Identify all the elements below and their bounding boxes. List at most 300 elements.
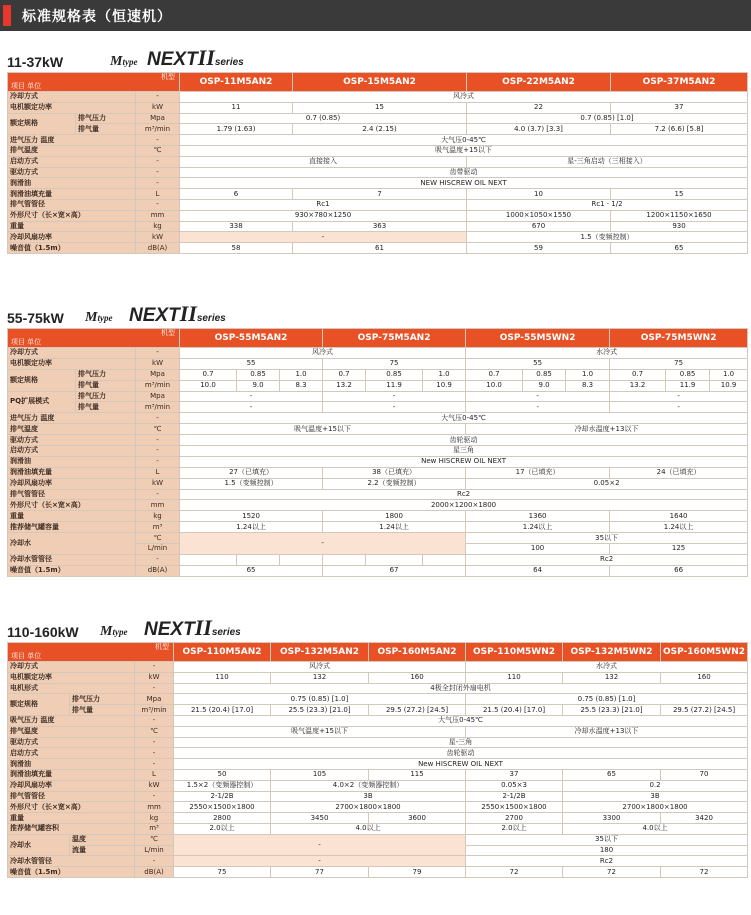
value-cell: 930 (611, 221, 748, 232)
model-type-letter: M (100, 624, 113, 639)
row-group-label: 冷却水 (8, 834, 70, 856)
table-row (8, 500, 748, 511)
value-cell: 7 (293, 189, 467, 200)
value-cell: 0.7 (610, 369, 666, 380)
value-cell: 0.7 (466, 369, 523, 380)
unit-cell: mm (136, 210, 180, 221)
table-row (8, 232, 748, 243)
value-cell: 3600 (369, 813, 466, 824)
model-header: OSP-132M5WN2 (563, 643, 661, 662)
unit-cell: - (136, 489, 180, 500)
value-cell: 72 (563, 867, 661, 878)
model-type-suffix: type (112, 627, 128, 637)
value-cell: 0.7 (180, 369, 237, 380)
unit-cell: - (135, 715, 174, 726)
row-label: 进气压力 温度 (8, 135, 136, 146)
row-label: 排气管管径 (8, 791, 135, 802)
value-cell: 0.7 (0.85) (180, 113, 467, 124)
value-cell: 55 (180, 358, 323, 369)
table-row (8, 511, 748, 522)
value-cell: 338 (180, 221, 293, 232)
model-type-letter: M (85, 310, 98, 325)
value-cell: 1.24以上 (610, 522, 748, 533)
row-label: 进气压力 温度 (8, 413, 136, 424)
value-cell: 79 (369, 867, 466, 878)
header-item-caption: 项目 单位 (11, 338, 42, 346)
value-cell: 2550×1500×1800 (174, 802, 271, 813)
row-label: 冷却水管管径 (8, 554, 136, 565)
spec-section-110-160kw (7, 615, 747, 878)
value-cell: 65 (563, 769, 661, 780)
unit-cell: - (136, 446, 180, 457)
series-heading (7, 615, 747, 642)
unit-cell: kW (136, 232, 180, 243)
value-cell: 75 (610, 358, 748, 369)
value-cell: 132 (271, 672, 369, 683)
unit-cell: - (135, 759, 174, 770)
value-cell: 0.2 (563, 780, 748, 791)
value-cell: 1.79 (1.63) (180, 124, 293, 135)
row-label: 驱动方式 (8, 737, 135, 748)
row-group-label: PQ扩展模式 (8, 391, 76, 413)
row-label: 重量 (8, 221, 136, 232)
value-cell: 1800 (323, 511, 466, 522)
value-cell: 10.9 (423, 380, 466, 391)
model-header: OSP-160M5AN2 (369, 643, 466, 662)
table-row (8, 243, 748, 254)
table-row (8, 391, 748, 402)
value-cell: - (323, 391, 466, 402)
model-header: OSP-37M5AN2 (611, 73, 748, 92)
table-row (8, 791, 748, 802)
value-cell: 11 (180, 102, 293, 113)
value-cell: 1520 (180, 511, 323, 522)
value-cell: 1.0 (280, 369, 323, 380)
row-group-label: 额定规格 (8, 369, 76, 391)
header-row (8, 329, 748, 348)
value-cell: 1.0 (423, 369, 466, 380)
value-cell: - (466, 391, 610, 402)
value-cell: 1.5（变频控制） (467, 232, 748, 243)
unit-cell: m³/min (136, 402, 180, 413)
series-logo-word: series (196, 313, 226, 324)
model-header: OSP-55M5WN2 (466, 329, 610, 348)
value-cell: 风冷式 (180, 92, 748, 103)
header-row (8, 643, 748, 662)
value-cell: 吸气温度+15以下 (180, 424, 466, 435)
value-cell: 8.3 (566, 380, 610, 391)
row-sublabel: 排气压力 (70, 694, 135, 705)
header-model-caption: 机型 (155, 643, 170, 651)
value-cell: 2.0以上 (466, 823, 563, 834)
table-row (8, 522, 748, 533)
unit-cell: - (136, 178, 180, 189)
value-cell: 59 (467, 243, 611, 254)
value-cell: 64 (466, 565, 610, 576)
unit-cell: L (136, 467, 180, 478)
value-cell: 3B (271, 791, 466, 802)
row-label: 启动方式 (8, 446, 136, 457)
row-label: 润滑油填充量 (8, 769, 135, 780)
value-cell: 61 (293, 243, 467, 254)
row-group-label: 额定规格 (8, 113, 76, 135)
value-cell: Rc1 (180, 199, 467, 210)
value-cell: - (174, 856, 466, 867)
table-row (8, 554, 748, 565)
value-cell: 1000×1050×1550 (467, 210, 611, 221)
value-cell: 冷却水温度+13以下 (466, 726, 748, 737)
value-cell: 35以下 (466, 834, 748, 845)
empty-cell (280, 554, 323, 565)
value-cell: 0.7 (323, 369, 366, 380)
row-label: 启动方式 (8, 748, 135, 759)
value-cell: 1.5×2（变频器控制） (174, 780, 271, 791)
row-sublabel: 排气量 (76, 380, 136, 391)
unit-cell: m³ (135, 823, 174, 834)
row-sublabel: 排气量 (70, 705, 135, 716)
series-logo-roman: II (197, 45, 215, 70)
model-type-suffix: type (122, 57, 138, 67)
table-row (8, 715, 748, 726)
table-row (8, 672, 748, 683)
model-header: OSP-110M5WN2 (466, 643, 563, 662)
value-cell: 吸气温度+15以下 (174, 726, 466, 737)
header-item-caption: 项目 单位 (11, 82, 42, 90)
header-item-caption: 项目 单位 (11, 652, 42, 660)
value-cell: 2000×1200×1800 (180, 500, 748, 511)
header-item-unit-cell (8, 73, 180, 92)
value-cell: 星-三角启动（三相接入） (467, 156, 748, 167)
series-logo-roman: II (179, 301, 197, 326)
unit-cell: - (136, 554, 180, 565)
table-row (8, 726, 748, 737)
table-row (8, 834, 748, 845)
series-logo-word: series (214, 57, 244, 68)
value-cell: 21.5 (20.4) [17.0] (174, 705, 271, 716)
table-row (8, 199, 748, 210)
value-cell: 66 (610, 565, 748, 576)
table-row (8, 178, 748, 189)
table-row (8, 424, 748, 435)
table-row (8, 662, 748, 673)
model-header: OSP-160M5WN2 (661, 643, 748, 662)
row-label: 驱动方式 (8, 167, 136, 178)
row-label: 启动方式 (8, 156, 136, 167)
header-row (8, 73, 748, 92)
value-cell: 67 (323, 565, 466, 576)
header-item-unit-cell (8, 329, 180, 348)
unit-cell: mm (136, 500, 180, 511)
row-label: 吸气压力 温度 (8, 715, 135, 726)
table-row (8, 402, 748, 413)
table-row (8, 380, 748, 391)
value-cell: 8.3 (280, 380, 323, 391)
table-row (8, 456, 748, 467)
model-header: OSP-15M5AN2 (293, 73, 467, 92)
value-cell: 75 (323, 358, 466, 369)
value-cell: 1360 (466, 511, 610, 522)
unit-cell: kg (135, 813, 174, 824)
row-label: 推荐储气罐容量 (8, 522, 136, 533)
value-cell: - (180, 402, 323, 413)
value-cell: 10 (467, 189, 611, 200)
row-label: 冷却水管管径 (8, 856, 135, 867)
spec-table (7, 72, 748, 254)
header-item-unit-cell (8, 643, 174, 662)
row-label: 润滑油 (8, 759, 135, 770)
value-cell: 2700×1800×1800 (563, 802, 748, 813)
unit-cell: - (136, 156, 180, 167)
row-label: 噪音值（1.5m） (8, 867, 135, 878)
value-cell: 6 (180, 189, 293, 200)
row-label: 冷却风扇功率 (8, 478, 136, 489)
table-row (8, 369, 748, 380)
value-cell: Rc2 (466, 554, 748, 565)
table-row (8, 413, 748, 424)
value-cell: 11.9 (666, 380, 710, 391)
table-row (8, 694, 748, 705)
unit-cell: Mpa (136, 391, 180, 402)
value-cell: 4.0以上 (271, 823, 466, 834)
spec-section-11-37kw (7, 45, 747, 254)
row-sublabel: 排气压力 (76, 391, 136, 402)
unit-cell: kg (136, 221, 180, 232)
table-row (8, 802, 748, 813)
row-label: 冷却风扇功率 (8, 780, 135, 791)
value-cell: 2700×1800×1800 (271, 802, 466, 813)
value-cell: 13.2 (323, 380, 366, 391)
value-cell: 65 (611, 243, 748, 254)
table-row (8, 769, 748, 780)
value-cell: 25.5 (23.3) [21.0] (271, 705, 369, 716)
value-cell: 7.2 (6.6) [5.8] (611, 124, 748, 135)
value-cell: 3450 (271, 813, 369, 824)
spec-table (7, 328, 748, 577)
table-row (8, 533, 748, 544)
series-heading (7, 45, 747, 72)
model-header: OSP-22M5AN2 (467, 73, 611, 92)
value-cell: 0.85 (237, 369, 280, 380)
unit-cell: kW (135, 672, 174, 683)
value-cell: - (174, 834, 466, 856)
unit-cell: - (135, 856, 174, 867)
value-cell: 1.24以上 (180, 522, 323, 533)
value-cell: 29.5 (27.2) [24.5] (369, 705, 466, 716)
empty-cell (180, 554, 237, 565)
value-cell: 0.7 (0.85) [1.0] (467, 113, 748, 124)
unit-cell: Mpa (136, 369, 180, 380)
value-cell: 29.5 (27.2) [24.5] (661, 705, 748, 716)
value-cell: 363 (293, 221, 467, 232)
row-label: 排气温度 (8, 726, 135, 737)
empty-cell (237, 554, 280, 565)
value-cell: NEW HISCREW OIL NEXT (180, 178, 748, 189)
value-cell: 齿带驱动 (180, 167, 748, 178)
value-cell: 15 (611, 189, 748, 200)
table-row (8, 683, 748, 694)
value-cell: 180 (466, 845, 748, 856)
unit-cell: mm (135, 802, 174, 813)
value-cell: - (180, 232, 467, 243)
value-cell: New HISCREW OIL NEXT (180, 456, 748, 467)
table-row (8, 156, 748, 167)
row-label: 排气温度 (8, 145, 136, 156)
header-model-caption: 机型 (161, 73, 176, 81)
table-row (8, 135, 748, 146)
unit-cell: dB(A) (136, 565, 180, 576)
table-row (8, 102, 748, 113)
row-sublabel: 流量 (70, 845, 135, 856)
row-label: 重量 (8, 813, 135, 824)
value-cell: Rc1 · 1/2 (467, 199, 748, 210)
table-row (8, 813, 748, 824)
value-cell: 1.0 (566, 369, 610, 380)
unit-cell: dB(A) (136, 243, 180, 254)
value-cell: 2.0以上 (174, 823, 271, 834)
unit-cell: - (135, 791, 174, 802)
unit-cell: kg (136, 511, 180, 522)
value-cell: 直接接入 (180, 156, 467, 167)
unit-cell: ℃ (136, 424, 180, 435)
value-cell: 21.5 (20.4) [17.0] (466, 705, 563, 716)
row-label: 外形尺寸（长×宽×高） (8, 802, 135, 813)
value-cell: 吸气温度+15以下 (180, 145, 748, 156)
value-cell: 22 (467, 102, 611, 113)
row-group-label: 额定规格 (8, 694, 70, 716)
value-cell: 17（已填充） (466, 467, 610, 478)
table-row (8, 435, 748, 446)
unit-cell: m³ (136, 522, 180, 533)
table-row (8, 446, 748, 457)
table-row (8, 823, 748, 834)
unit-cell: Mpa (136, 113, 180, 124)
series-logo (144, 615, 241, 641)
value-cell: 58 (180, 243, 293, 254)
series-logo-next: NEXT (144, 619, 195, 640)
value-cell: - (610, 391, 748, 402)
table-row (8, 92, 748, 103)
series-logo-roman: II (194, 615, 212, 640)
value-cell: 水冷式 (466, 662, 748, 673)
value-cell: 37 (466, 769, 563, 780)
table-row (8, 348, 748, 359)
unit-cell: - (135, 683, 174, 694)
value-cell: 4.0 (3.7) [3.3] (467, 124, 611, 135)
unit-cell: - (136, 413, 180, 424)
table-row (8, 759, 748, 770)
value-cell: 55 (466, 358, 610, 369)
value-cell: 2700 (466, 813, 563, 824)
model-type-label (110, 54, 137, 70)
value-cell: 3B (563, 791, 748, 802)
value-cell: 11.9 (366, 380, 423, 391)
row-label: 润滑油填充量 (8, 467, 136, 478)
unit-cell: kW (136, 478, 180, 489)
unit-cell: - (135, 662, 174, 673)
table-row (8, 467, 748, 478)
value-cell: 132 (563, 672, 661, 683)
value-cell: 77 (271, 867, 369, 878)
value-cell: 9.0 (523, 380, 566, 391)
model-type-suffix: type (97, 313, 113, 323)
unit-cell: - (136, 167, 180, 178)
value-cell: - (466, 402, 610, 413)
model-type-letter: M (110, 54, 123, 69)
value-cell: 2-1/2B (174, 791, 271, 802)
unit-cell: - (136, 456, 180, 467)
unit-cell: ℃ (136, 145, 180, 156)
row-label: 润滑油 (8, 456, 136, 467)
unit-cell: - (136, 135, 180, 146)
value-cell: 4.0以上 (563, 823, 748, 834)
row-label: 润滑油填充量 (8, 189, 136, 200)
value-cell: 38（已填充） (323, 467, 466, 478)
unit-cell: m³/min (136, 124, 180, 135)
unit-cell: ℃ (135, 834, 174, 845)
series-logo (129, 301, 226, 327)
row-label: 重量 (8, 511, 136, 522)
table-row (8, 113, 748, 124)
model-type-label (85, 310, 112, 326)
unit-cell: - (135, 737, 174, 748)
page-banner (0, 0, 751, 31)
value-cell: 0.85 (523, 369, 566, 380)
row-sublabel: 排气量 (76, 124, 136, 135)
unit-cell: kW (136, 102, 180, 113)
value-cell: 0.05×3 (466, 780, 563, 791)
value-cell: 35以下 (466, 533, 748, 544)
unit-cell: - (135, 748, 174, 759)
table-row (8, 210, 748, 221)
value-cell: 0.05×2 (466, 478, 748, 489)
value-cell: 25.5 (23.3) [21.0] (563, 705, 661, 716)
unit-cell: ℃ (135, 726, 174, 737)
value-cell: 4极全封闭外扇电机 (174, 683, 748, 694)
value-cell: 1.24以上 (323, 522, 466, 533)
value-cell: 2.4 (2.15) (293, 124, 467, 135)
power-range-label: 110-160kW (7, 624, 79, 640)
row-label: 排气温度 (8, 424, 136, 435)
value-cell: 110 (466, 672, 563, 683)
power-range-label: 55-75kW (7, 310, 64, 326)
value-cell: 1.24以上 (466, 522, 610, 533)
table-row (8, 358, 748, 369)
row-label: 噪音值（1.5m） (8, 243, 136, 254)
value-cell: 齿轮驱动 (174, 748, 748, 759)
row-sublabel: 排气压力 (76, 113, 136, 124)
series-logo-next: NEXT (129, 305, 180, 326)
value-cell: 星-三角 (174, 737, 748, 748)
value-cell: 星三角 (180, 446, 748, 457)
value-cell: 100 (466, 544, 610, 555)
unit-cell: L/min (136, 544, 180, 555)
value-cell: 1640 (610, 511, 748, 522)
table-row (8, 737, 748, 748)
row-sublabel: 温度 (70, 834, 135, 845)
row-label: 冷却风扇功率 (8, 232, 136, 243)
spec-section-55-75kw (7, 301, 747, 577)
value-cell: 9.0 (237, 380, 280, 391)
value-cell: 24（已填充） (610, 467, 748, 478)
value-cell: 0.85 (366, 369, 423, 380)
unit-cell: L (136, 189, 180, 200)
value-cell: 齿轮驱动 (180, 435, 748, 446)
value-cell: 风冷式 (180, 348, 466, 359)
empty-cell (423, 554, 466, 565)
value-cell: 125 (610, 544, 748, 555)
value-cell: 115 (369, 769, 466, 780)
value-cell: New HISCREW OIL NEXT (174, 759, 748, 770)
